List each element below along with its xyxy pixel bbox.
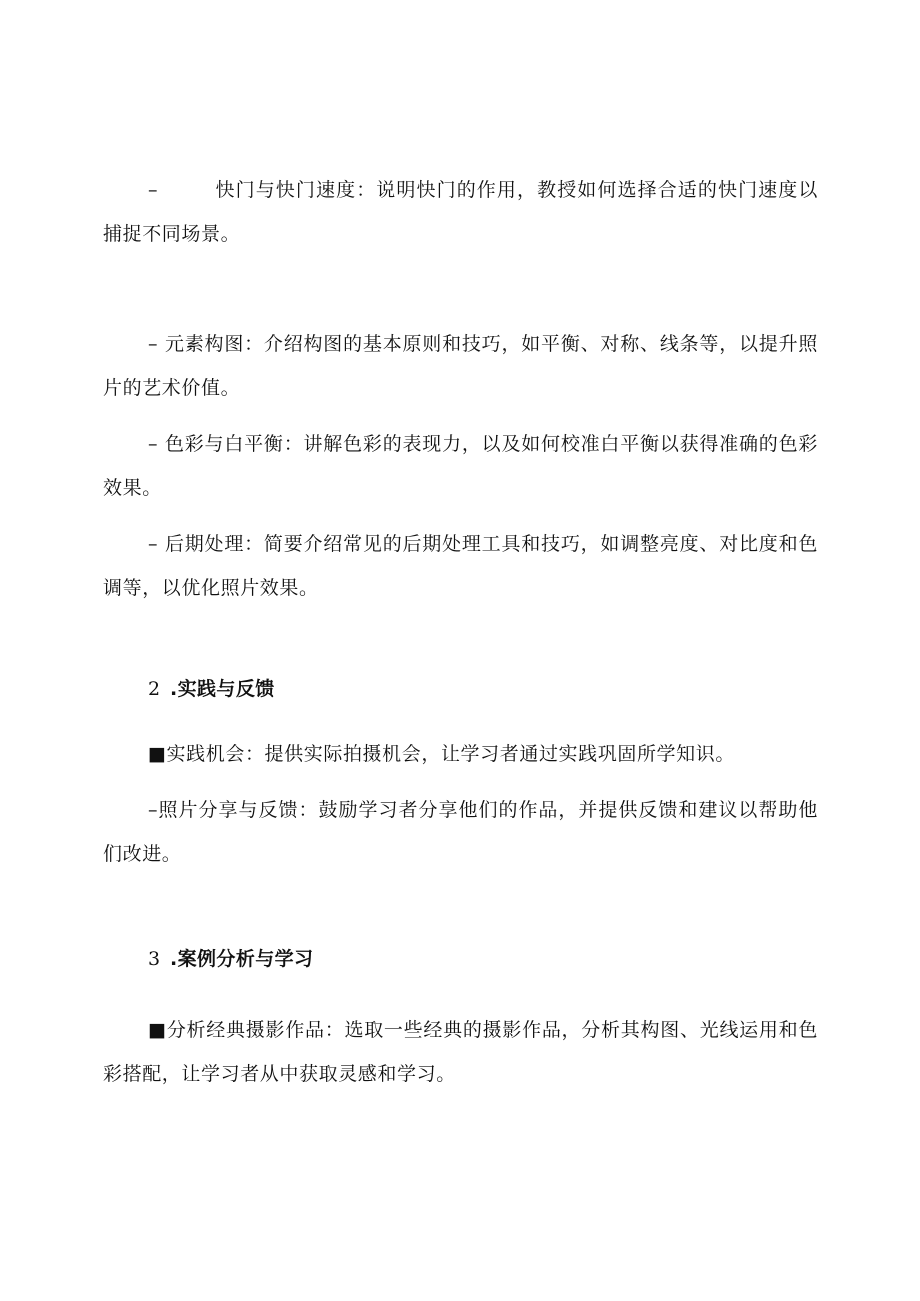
section-heading-practice bbox=[148, 674, 275, 704]
paragraph-practice-opportunity bbox=[103, 732, 818, 776]
section-number: 3 bbox=[148, 948, 161, 970]
paragraph-text: 后期处理：简要介绍常见的后期处理工具和技巧，如调整亮度、对比度和色调等，以优化照片效果。 bbox=[103, 533, 818, 599]
paragraph-text: –照片分享与反馈：鼓励学习者分享他们的作品，并提供反馈和建议以帮助他们改进。 bbox=[103, 799, 818, 865]
paragraph-text: 色彩与白平衡：讲解色彩的表现力，以及如何校准白平衡以获得准确的色彩效果。 bbox=[103, 433, 818, 499]
paragraph-composition bbox=[103, 322, 818, 410]
section-title: .案例分析与学习 bbox=[170, 948, 314, 970]
paragraph-text: ■分析经典摄影作品：选取一些经典的摄影作品，分析其构图、光线运用和色彩搭配，让学习者从中获取灵感和学习。 bbox=[103, 1019, 818, 1085]
section-title: .实践与反馈 bbox=[170, 678, 275, 700]
paragraph-classic-analysis bbox=[103, 1008, 818, 1096]
bullet-dash: – bbox=[148, 533, 159, 555]
bullet-dash: – bbox=[148, 179, 159, 201]
paragraph-photo-feedback bbox=[103, 788, 818, 876]
section-heading-case-study bbox=[148, 944, 313, 974]
paragraph-text: ■实践机会：提供实际拍摄机会，让学习者通过实践巩固所学知识。 bbox=[148, 743, 735, 765]
bullet-dash: – bbox=[148, 333, 159, 355]
section-number: 2 bbox=[148, 678, 161, 700]
paragraph-color-balance bbox=[103, 422, 818, 510]
paragraph-shutter bbox=[103, 168, 818, 256]
paragraph-post-processing bbox=[103, 522, 818, 610]
paragraph-text: 元素构图：介绍构图的基本原则和技巧，如平衡、对称、线条等，以提升照片的艺术价值。 bbox=[103, 333, 818, 399]
bullet-dash: – bbox=[148, 433, 159, 455]
paragraph-text: 快门与快门速度：说明快门的作用，教授如何选择合适的快门速度以捕捉不同场景。 bbox=[103, 179, 818, 245]
